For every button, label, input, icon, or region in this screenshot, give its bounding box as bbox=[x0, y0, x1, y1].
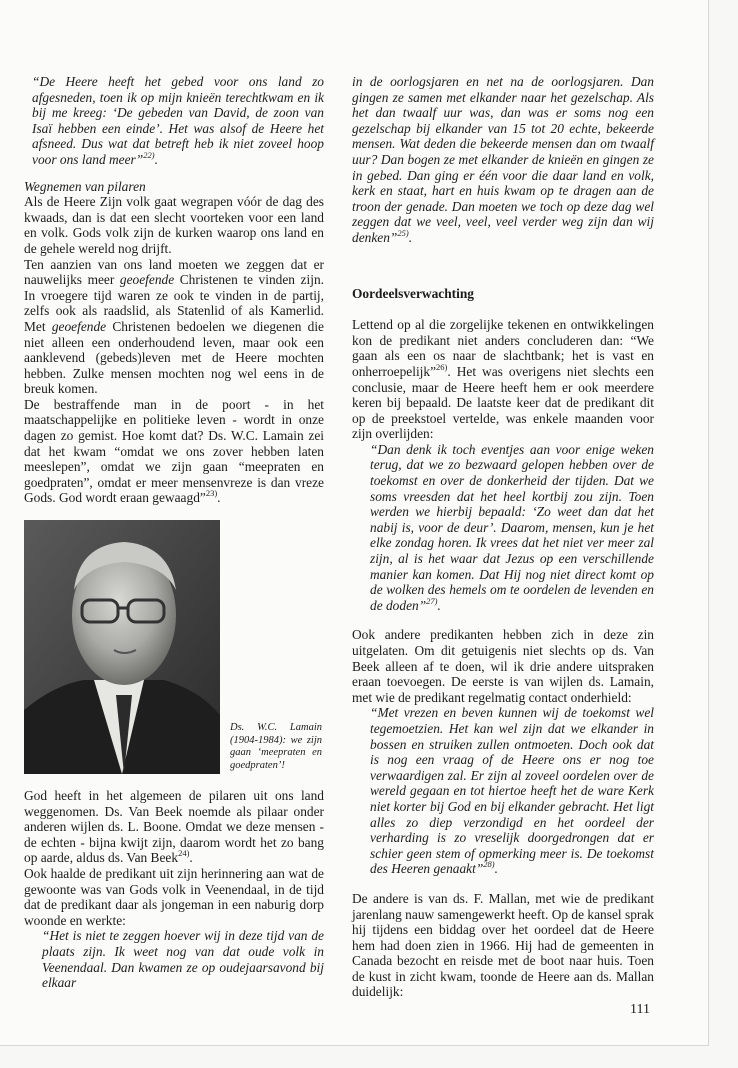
quote-block: in de oorlogsjaren en net na de oorlogsjaren. Dan gingen ze samen met elkander naar het gezelschap. Als het dan twaalf uur was, dan was er soms nog een gezelschap bij elkander van 15 tot 20 echte, bekeerde mensen. Wat deden die bekeerde mensen dan om twaalf uur? Dan bogen ze met elkander de knieën en gingen ze in gebed. Dan ging er één voor die daar land en volk, kerk en staat, hart en huis kwam op te dragen aan de troon der genade. Dan moeten we toch op deze dag wel zeggen dat we veel, veel, veel verder weg zijn dan wij denken”$^{25)}$. bbox=[352, 74, 654, 245]
paragraph: God heeft in het algemeen de pilaren uit ons land weggenomen. Ds. Van Beek noemde als pilaar onder anderen wijlen ds. L. Boone. Omdat we deze mensen - de echten - bijna kwijt zijn, daarom wordt het zo bang op aarde, aldus ds. Van Beek$^{24)}$. bbox=[24, 788, 324, 866]
emphasis: geoefende bbox=[51, 318, 107, 334]
paragraph bbox=[24, 257, 324, 397]
paragraph: Als de Heere Zijn volk gaat wegrapen vóór de dag des kwaads, dan is dat een slecht voorteken voor een land en volk. Gods volk zijn de kurken waarop ons land en de gehele wereld nog drijft. bbox=[24, 194, 324, 256]
quote-text: “Met vrezen en beven kunnen wij de toekomst wel tegemoetzien. Het kan wel zijn dat we elkander in bossen en struiken zullen ontmoeten. Doch ook dat is nog een vraag of de Heere ons er nog toe verwaardigen zal. Er zijn al zoveel oordelen over de wereld gegaan en tot hiertoe heeft het de ware Kerk niet korter bij God en bij elkander gebracht. Het ligt alles zo diep verzondigd en het oordeel der verharding is zo vreselijk doorgedrongen dat er schier geen stem of opmerking meer is. De toekomst des Heeren genaakt” bbox=[370, 705, 654, 877]
paragraph: Ook haalde de predikant uit zijn herinnering aan wat de gewoonte was van Gods volk in Veenendaal, in de tijd dat de predikant daar als jongeman in een naburig dorp woonde en werkte: bbox=[24, 866, 324, 928]
section-heading: Oordeelsverwachting bbox=[352, 285, 474, 301]
paragraph: Ook andere predikanten hebben zich in deze zin uitgelaten. Om dit getuigenis niet slechts op ds. Van Beek alleen af te doen, wil ik drie andere uitspraken eraan toevoegen. De eerste is van wijlen ds. Lamain, met wie de predikant regelmatig contact onderhield: bbox=[352, 627, 654, 705]
photo-caption: Ds. W.C. Lamain (1904-1984): we zijn gaan ‘meepraten en goedpraten’! bbox=[230, 722, 322, 771]
footnote-ref: 26) bbox=[436, 361, 448, 372]
spacer bbox=[352, 613, 654, 627]
paragraph bbox=[352, 317, 654, 442]
footnote-ref: 28) bbox=[483, 859, 495, 870]
emphasis: geoefende bbox=[119, 272, 175, 288]
paragraph: De bestraffende man in de poort - in het maatschappelijke en politieke leven - wordt in onze dagen zo gemist. Hoe komt dat? Ds. W.C. Lamain zei dat het kwam “omdat we ons zover hebben laten meeslepen”, omdat we zijn gaan “meepraten en goedpraten”, omdat er meer mensenvreze is dan vreze Gods. God wordt eraan gewaagd”$^{23)}$. bbox=[24, 396, 324, 506]
footnote-ref: 25) bbox=[397, 227, 409, 238]
text-run: . Het was overigens niet slechts een conclusie, maar de Heere heeft hem er ook meerdere keren bij bepaald. De laatste keer dat de predikant dit op de preekstoel vertelde, was enkele maanden voor zijn overlijden: bbox=[352, 363, 654, 442]
quote-block: “Met vrezen en beven kunnen wij de toekomst wel tegemoetzien. Het kan wel zijn dat we elkander in bossen en struiken zullen ontmoeten. Doch ook dat is nog een vraag of de Heere ons er nog toe verwaardigen zal. Er zijn al zoveel oordelen over de wereld gegaan en tot hiertoe heeft het de ware Kerk niet korter bij God en bij elkander gebracht. Het ligt alles zo diep verzondigd en het oordeel der verharding is zo vreselijk doorgedrongen dat er schier geen stem of opmerking meer is. De toekomst des Heeren genaakt”$^{28)}$. bbox=[370, 705, 654, 877]
left-column bbox=[24, 74, 324, 991]
spacer bbox=[352, 246, 654, 280]
text-run: Lettend op al die zorgelijke tekenen en ontwikkelingen kon de predikant niet anders concluderen dan: “We gaan als een os naar de slachtbank; het is vast en onherroepelijk” bbox=[352, 317, 654, 379]
paragraph: De andere is van ds. F. Mallan, met wie de predikant jarenlang nauw samengewerkt heeft. Op de kansel sprak hij tijdens een biddag over het oordeel dat de Heere hem had doen zien in 1966. Hij had de gemeenten in Canada bezocht en reisde met de boot naar huis. Toen de kust in zicht kwam, toonde de Heere aan ds. Mallan duidelijk: bbox=[352, 890, 654, 1000]
quote-text: “De Heere heeft het gebed voor ons land zo afgesneden, toen ik op mijn knieën terechtkwam en ik bij me kreeg: ‘De gebeden van David, de zoon van Isaï hebben een einde’. Het was alsof de Heere het afsneed. Dus wat dat betreft heb ik niet zoveel hoop voor ons land meer” bbox=[32, 74, 324, 167]
portrait-illustration bbox=[24, 520, 220, 774]
footnote-ref: 22) bbox=[143, 149, 155, 160]
right-column bbox=[352, 74, 654, 1000]
footnote-ref: 27) bbox=[426, 595, 438, 606]
footnote-ref: 24) bbox=[178, 848, 190, 859]
portrait-figure bbox=[24, 520, 324, 778]
quote-block: “Dan denk ik toch eventjes aan voor enige weken terug, dat we zo bezwaard gelopen hebben over de toekomst en over de donkerheid der tijden. Dat we soms vreesden dat het heel kortbij zou zijn. Toen werden we hierbij bepaald: ‘Zo weet dan dat het nabij is, voor de deur’. Daarom, mensen, kun je het elke zondag horen. Ik vrees dat het niet ver meer zal zijn, al is het waar dat Jezus op een verschillende manier kan komen. Dat Hij nog niet direct komt op de wolken des hemels om te oordelen de levenden en de doden”$^{27)}$. bbox=[370, 441, 654, 613]
portrait-photo bbox=[24, 520, 220, 774]
text-run: Christenen te vinden zijn. In vroegere tijd waren ze ook te vinden in de partij, zelfs ook als raadslid, als Statenlid of als Kamerlid. Met bbox=[24, 272, 324, 334]
text-run: God heeft in het algemeen de pilaren uit ons land weggenomen. Ds. Van Beek noemde als pilaar onder anderen wijlen ds. L. Boone. Omdat we deze mensen - de echten - bijna kwijt zijn, daarom wordt het zo bang op aarde, aldus ds. Van Beek bbox=[24, 788, 324, 866]
quote-block: “Het is niet te zeggen hoever wij in deze tijd van de plaats zijn. Ik weet nog van dat oude volk in Veenendaal. Dan kwamen ze op oudejaarsavond bij elkaar bbox=[42, 928, 324, 991]
quote-block: “De Heere heeft het gebed voor ons land zo afgesneden, toen ik op mijn knieën terechtkwam en ik bij me kreeg: ‘De gebeden van David, de zoon van Isaï hebben een einde’. Het was alsof de Heere het afsneed. Dus wat dat betreft heb ik niet zoveel hoop voor ons land meer”$^{22)}$. bbox=[32, 74, 324, 167]
subheading: Wegnemen van pilaren bbox=[24, 178, 146, 194]
page-number: 111 bbox=[630, 1002, 650, 1017]
text-run: Ten aanzien van ons land moeten we zeggen dat er nauwelijks meer bbox=[24, 256, 324, 288]
footnote-ref: 23) bbox=[205, 488, 218, 499]
text-run: Christenen bedoelen we diegenen die niet alleen een onderhoudend leven, maar ook een aanklevend (gebeds)leven met de Heere mochten hebben. Zulke mensen mochten nog wel eens in de breuk komen. bbox=[24, 318, 325, 397]
text-run: De bestraffende man in de poort - in het maatschappelijke en politieke leven - wordt in onze dagen zo gemist. Hoe komt dat? Ds. W.C. Lamain zei dat het kwam “omdat we ons zover hebben laten meeslepen”, omdat we zijn gaan “meepraten en goedpraten”, omdat er meer mensenvreze is dan vreze Gods. God wordt eraan gewaagd” bbox=[24, 396, 324, 506]
spacer bbox=[352, 877, 654, 891]
quote-text: in de oorlogsjaren en net na de oorlogsjaren. Dan gingen ze samen met elkander naar het gezelschap. Als het dan twaalf uur was, dan was er soms nog een gezelschap bij elkander van 15 tot 20 echte, bekeerde mensen. Wat deden die bekeerde mensen dan om twaalf uur? Dan bogen ze met elkander de knieën en gingen ze in gebed. Dan ging er één voor die daar land en volk, kerk en staat, hart en huis kwam op te dragen aan de troon der genade. Dan moeten we toch op deze dag wel zeggen dat we veel, veel, veel verder weg zijn dan wij denken” bbox=[352, 74, 654, 245]
quote-text: “Dan denk ik toch eventjes aan voor enige weken terug, dat we zo bezwaard gelopen hebben over de toekomst en over de donkerheid der tijden. Dat we soms vreesden dat het heel kortbij zou zijn. Toen werden we hierbij bepaald: ‘Zo weet dan dat het nabij is, voor de deur’. Daarom, mensen, kun je het elke zondag horen. Ik vrees dat het niet ver meer zal zijn, al is het waar dat Jezus op een verschillende manier kan komen. Dat Hij nog niet direct komt op de wolken des hemels om te oordelen de levenden en de doden” bbox=[370, 441, 654, 613]
